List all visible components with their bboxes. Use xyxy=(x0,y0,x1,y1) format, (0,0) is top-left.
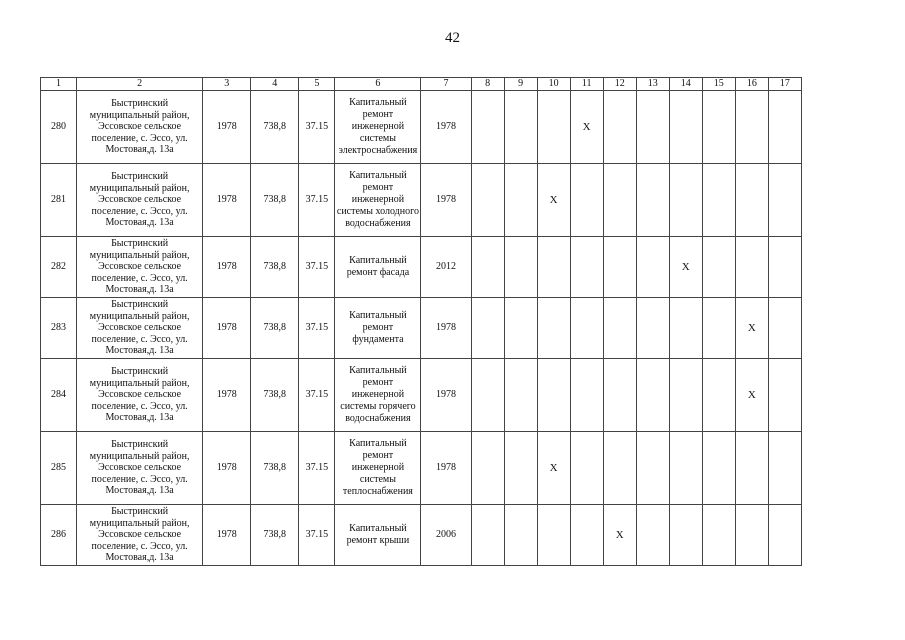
empty-cell xyxy=(504,91,537,164)
year-built-cell: 1978 xyxy=(203,505,251,566)
area-cell: 738,8 xyxy=(251,359,299,432)
x-mark: X xyxy=(735,359,768,432)
empty-cell xyxy=(669,298,702,359)
empty-cell xyxy=(636,505,669,566)
empty-cell xyxy=(636,237,669,298)
work-type-cell: Капитальный ремонт инженерной системы электроснабжения xyxy=(335,91,421,164)
year-built-cell: 1978 xyxy=(203,298,251,359)
empty-cell xyxy=(537,237,570,298)
empty-cell xyxy=(603,164,636,237)
x-mark: X xyxy=(735,298,768,359)
area-cell: 738,8 xyxy=(251,91,299,164)
empty-cell xyxy=(570,359,603,432)
empty-cell xyxy=(504,432,537,505)
empty-cell xyxy=(504,237,537,298)
empty-cell xyxy=(504,164,537,237)
table-row xyxy=(41,359,802,432)
year-cell: 1978 xyxy=(421,432,471,505)
area-cell: 738,8 xyxy=(251,237,299,298)
empty-cell xyxy=(702,237,735,298)
row-number: 281 xyxy=(41,164,77,237)
code-cell: 37.15 xyxy=(299,505,335,566)
column-number-12: 12 xyxy=(603,78,636,91)
x-mark: X xyxy=(537,432,570,505)
empty-cell xyxy=(702,298,735,359)
year-built-cell: 1978 xyxy=(203,164,251,237)
row-number: 284 xyxy=(41,359,77,432)
area-cell: 738,8 xyxy=(251,164,299,237)
empty-cell xyxy=(471,359,504,432)
row-number: 283 xyxy=(41,298,77,359)
work-type-cell: Капитальный ремонт крыши xyxy=(335,505,421,566)
column-number-14: 14 xyxy=(669,78,702,91)
table-row xyxy=(41,237,802,298)
column-number-17: 17 xyxy=(768,78,801,91)
empty-cell xyxy=(735,432,768,505)
row-number: 286 xyxy=(41,505,77,566)
empty-cell xyxy=(768,237,801,298)
year-cell: 1978 xyxy=(421,91,471,164)
year-built-cell: 1978 xyxy=(203,432,251,505)
empty-cell xyxy=(702,505,735,566)
address-cell: Быстринский муниципальный район, Эссовское сельское поселение, с. Эссо, ул. Мостовая,д. 13а xyxy=(77,359,203,432)
empty-cell xyxy=(768,432,801,505)
code-cell: 37.15 xyxy=(299,237,335,298)
year-cell: 2006 xyxy=(421,505,471,566)
empty-cell xyxy=(570,237,603,298)
empty-cell xyxy=(636,359,669,432)
code-cell: 37.15 xyxy=(299,91,335,164)
column-number-15: 15 xyxy=(702,78,735,91)
code-cell: 37.15 xyxy=(299,359,335,432)
repair-schedule-table xyxy=(40,77,802,566)
empty-cell xyxy=(636,298,669,359)
empty-cell xyxy=(669,432,702,505)
empty-cell xyxy=(669,505,702,566)
area-cell: 738,8 xyxy=(251,298,299,359)
empty-cell xyxy=(735,237,768,298)
year-built-cell: 1978 xyxy=(203,91,251,164)
column-number-13: 13 xyxy=(636,78,669,91)
column-number-8: 8 xyxy=(471,78,504,91)
address-cell: Быстринский муниципальный район, Эссовское сельское поселение, с. Эссо, ул. Мостовая,д. 13а xyxy=(77,237,203,298)
work-type-cell: Капитальный ремонт инженерной системы теплоснабжения xyxy=(335,432,421,505)
empty-cell xyxy=(735,164,768,237)
year-cell: 1978 xyxy=(421,298,471,359)
work-type-cell: Капитальный ремонт инженерной системы холодного водоснабжения xyxy=(335,164,421,237)
row-number: 280 xyxy=(41,91,77,164)
work-type-cell: Капитальный ремонт инженерной системы горячего водоснабжения xyxy=(335,359,421,432)
area-cell: 738,8 xyxy=(251,432,299,505)
empty-cell xyxy=(504,298,537,359)
empty-cell xyxy=(768,505,801,566)
table-row xyxy=(41,505,802,566)
empty-cell xyxy=(471,432,504,505)
row-number: 282 xyxy=(41,237,77,298)
empty-cell xyxy=(603,237,636,298)
x-mark: X xyxy=(537,164,570,237)
empty-cell xyxy=(735,505,768,566)
column-number-header xyxy=(41,78,802,91)
address-cell: Быстринский муниципальный район, Эссовское сельское поселение, с. Эссо, ул. Мостовая,д. 13а xyxy=(77,91,203,164)
year-cell: 1978 xyxy=(421,164,471,237)
code-cell: 37.15 xyxy=(299,432,335,505)
column-number-16: 16 xyxy=(735,78,768,91)
work-type-cell: Капитальный ремонт фасада xyxy=(335,237,421,298)
column-number-2: 2 xyxy=(77,78,203,91)
area-cell: 738,8 xyxy=(251,505,299,566)
column-number-7: 7 xyxy=(421,78,471,91)
empty-cell xyxy=(702,91,735,164)
empty-cell xyxy=(702,432,735,505)
empty-cell xyxy=(537,505,570,566)
address-cell: Быстринский муниципальный район, Эссовское сельское поселение, с. Эссо, ул. Мостовая,д. 13а xyxy=(77,505,203,566)
column-number-5: 5 xyxy=(299,78,335,91)
empty-cell xyxy=(636,432,669,505)
table-row xyxy=(41,91,802,164)
table-row xyxy=(41,298,802,359)
empty-cell xyxy=(768,91,801,164)
empty-cell xyxy=(669,91,702,164)
empty-cell xyxy=(768,298,801,359)
column-number-6: 6 xyxy=(335,78,421,91)
code-cell: 37.15 xyxy=(299,298,335,359)
x-mark: X xyxy=(603,505,636,566)
empty-cell xyxy=(504,359,537,432)
empty-cell xyxy=(735,91,768,164)
column-number-9: 9 xyxy=(504,78,537,91)
empty-cell xyxy=(537,298,570,359)
empty-cell xyxy=(768,359,801,432)
empty-cell xyxy=(702,164,735,237)
empty-cell xyxy=(471,237,504,298)
address-cell: Быстринский муниципальный район, Эссовское сельское поселение, с. Эссо, ул. Мостовая,д. 13а xyxy=(77,164,203,237)
empty-cell xyxy=(471,505,504,566)
work-type-cell: Капитальный ремонт фундамента xyxy=(335,298,421,359)
address-cell: Быстринский муниципальный район, Эссовское сельское поселение, с. Эссо, ул. Мостовая,д. 13а xyxy=(77,298,203,359)
empty-cell xyxy=(570,164,603,237)
x-mark: X xyxy=(669,237,702,298)
empty-cell xyxy=(570,505,603,566)
x-mark: X xyxy=(570,91,603,164)
empty-cell xyxy=(537,359,570,432)
year-built-cell: 1978 xyxy=(203,359,251,432)
year-cell: 1978 xyxy=(421,359,471,432)
empty-cell xyxy=(702,359,735,432)
empty-cell xyxy=(504,505,537,566)
empty-cell xyxy=(603,298,636,359)
address-cell: Быстринский муниципальный район, Эссовское сельское поселение, с. Эссо, ул. Мостовая,д. 13а xyxy=(77,432,203,505)
empty-cell xyxy=(471,164,504,237)
code-cell: 37.15 xyxy=(299,164,335,237)
row-number: 285 xyxy=(41,432,77,505)
empty-cell xyxy=(603,91,636,164)
column-number-11: 11 xyxy=(570,78,603,91)
year-cell: 2012 xyxy=(421,237,471,298)
empty-cell xyxy=(537,91,570,164)
page-number: 42 xyxy=(445,30,460,46)
empty-cell xyxy=(471,298,504,359)
empty-cell xyxy=(768,164,801,237)
column-number-3: 3 xyxy=(203,78,251,91)
table-row xyxy=(41,164,802,237)
table-row xyxy=(41,432,802,505)
empty-cell xyxy=(570,432,603,505)
empty-cell xyxy=(669,359,702,432)
empty-cell xyxy=(669,164,702,237)
empty-cell xyxy=(471,91,504,164)
empty-cell xyxy=(603,359,636,432)
column-number-1: 1 xyxy=(41,78,77,91)
empty-cell xyxy=(570,298,603,359)
column-number-10: 10 xyxy=(537,78,570,91)
year-built-cell: 1978 xyxy=(203,237,251,298)
empty-cell xyxy=(603,432,636,505)
column-number-4: 4 xyxy=(251,78,299,91)
empty-cell xyxy=(636,91,669,164)
empty-cell xyxy=(636,164,669,237)
